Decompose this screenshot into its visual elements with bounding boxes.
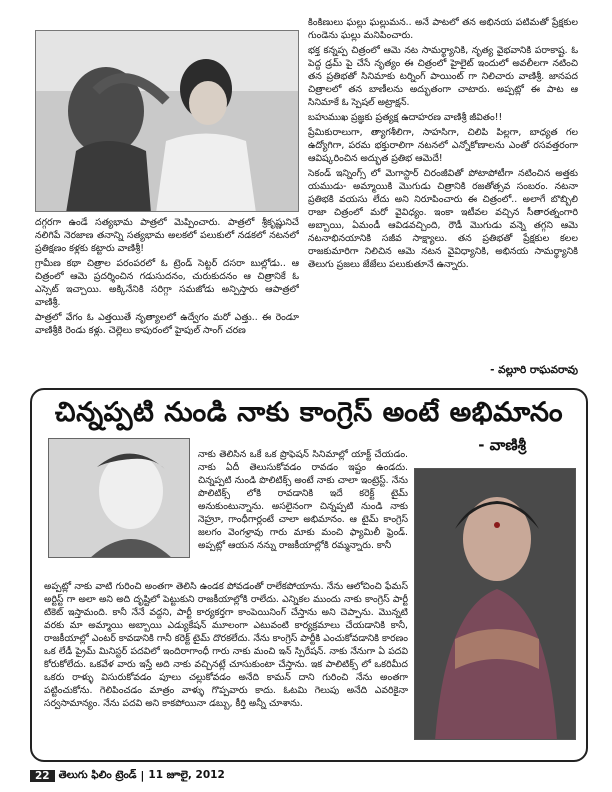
- interview-headline: చిన్నప్పటి నుండి నాకు కాంగ్రెస్ అంటే అభిమానం: [54, 397, 564, 428]
- publication-name: తెలుగు ఫిలిం ట్రెండ్: [58, 768, 137, 781]
- interview-text-lower: [44, 580, 408, 758]
- paragraph: అప్పట్లో నాకు వాటి గురించి అంతగా తెలిసి ఉండక పోవడంతో రాలేకపోయాను. నేను ఆలోచించి ఫేమస్ అర్టిస్ట్ గా అలా అని అది దృష్టిలో పెట్టుకుని రాజకీయాల్లోకి రాలేదు. ఎన్నికల ముందు నాకు కాంగ్రెస్ పార్టీ టికెట్ ఇస్తామంది. కానీ నేనే వద్దని, పార్టీ కార్యకర్తగా కాంపెయినింగ్ చేస్తాను అని చెప్పాను. మొన్నటి వరకు మా అమ్మాయి అబ్బాయి ఎడ్యుకేషన్ మూలంగా ఎటువంటి కార్యక్రమాలు చేయడానికి కానీ, రాజకీయాల్లో ఎంటర్ కావడానికి గానీ కరెక్ట్ టైమ్ దొరకలేదు. నేను కాంగ్రెస్ పార్టీకి ఎంచుకోవడానికి కారణం ఒక లేడీ ప్రైమ్ మినిస్టర్ పదవిలో ఇందిరాగాంధీ గారు నాకు మంచి ఇన్ స్పిరేషన్. నాకు నేనుగా ఏ పదవి కోరుకోలేదు. ఒకవేళ వారు ఇస్తే అది నాకు వచ్చినట్లే చూసుకుంటా చేస్తాను. ఇక పాలిటిక్స్ లో ఒకరిమీద ఒకరు రాళ్ళు విసురుకోవడం పూలు చల్లుకోవడం అనేది కామన్ దాని గురించి నేను అంతగా పట్టించుకోను. గెలిపించడం మాత్రం వాళ్ళు గొప్పవారు కాదు. ఓటమి గెలుపు అనేది ఎవరికైనా సర్వసామాన్యం. నేను పదవి అని కాకపోయినా డబ్బు, కీర్తి అన్నీ చూశాను.: [44, 581, 408, 709]
- paragraph: గ్రామీణ కథా చిత్రాల పరంపరలో ఓ ట్రెండ్ సెట్టర్ దసరా బుల్లోడు.. ఆ చిత్రంలో ఆమె ప్రదర్శించిన గడుసుదనం, చురుకుదనం ఆ చిత్రానికే ఓ ఎస్సెట్ ఇచ్చాయి. అక్కినేనికి సరిగ్గా సమజోడు అన్పిస్తారు ఆపాత్రలో వాణిశ్రీ.: [35, 258, 299, 308]
- vanisri-photo: [414, 468, 576, 740]
- paragraph: పాత్రలో వేగం ఓ ఎత్తయితే నృత్యాలలో ఉద్వేగం మరో ఎత్తు.. ఈ రెండూ వాణిశ్రీకి రెండు కళ్లు. చెల్లెలు కాపురంలో హైపుల్ సాంగ్ చరణ: [35, 312, 299, 336]
- issue-date: 11 జూలై, 2012: [148, 768, 225, 781]
- indira-gandhi-photo: [48, 438, 190, 558]
- interview-text-upper: [198, 448, 408, 580]
- paragraph: కింకిణులు ఘల్లు ఘల్లుమన.. అనే పాటలో తన అభినయ పటిమతో ప్రేక్షకుల గుండెను ఘల్లు మనిపించారు.: [308, 17, 578, 41]
- top-article-left-column: [35, 216, 299, 368]
- paragraph: ప్రేమికురాలుగా, త్యాగశీలిగా, సాహసిగా, చిలిపి పిల్లగా, బాధ్యత గల ఉద్యోగిగా, పరమ భక్తురాలిగా నటనలో ఎన్నోకోణాలను ఎంతో రసవత్తరంగా ఆవిష్కరించిన అద్భుత ప్రతిభ ఆమెదే!: [308, 127, 578, 164]
- page-footer: [30, 768, 225, 784]
- page-number: 22: [30, 770, 55, 782]
- top-article-byline: - వల్లూరి రాఘవరావు: [490, 364, 578, 376]
- film-still-photo: [35, 30, 299, 212]
- paragraph: భక్త కన్నప్ప చిత్రంలో ఆమె నట సామర్థ్యానికి, నృత్య వైభవానికి పరాకాష్ట. ఓ పెద్ద డ్రమ్ పై చేసే నృత్యం ఈ చిత్రంలో హైలైట్ ఇందులో అవలీలగా నటించి తన ప్రతిభతో సినిమాకు టర్నింగ్ పాయింట్ గా నిలిచారు వాణిశ్రీ. జానపద చిత్రాలలో తన బాణీలను అద్భుతంగా చాటారు. అప్పట్లో ఈ పాట ఆ సినిమాకే ఓ స్పెషల్ అట్రాక్షన్.: [308, 45, 578, 108]
- paragraph: బహుముఖ ప్రజ్ఞకు ప్రత్యక్ష ఉదాహరణ వాణిశ్రీ జీవితం!!: [308, 112, 503, 123]
- interview-byline: - వాణిశ్రీ: [478, 436, 526, 454]
- paragraph: నాకు తెలిసిన ఒకే ఒక ప్రొఫెషన్ సినిమాల్లో యాక్ట్ చేయడం. నాకు ఏదీ తెలుసుకోవడం రావడం ఇష్టం ఉండదు. చిన్నప్పటి నుండి పొలిటిక్స్ అంటే నాకు చాలా ఇంట్రెస్ట్. నేను పొలిటిక్స్ లోకి రావడానికి ఇదే కరెక్ట్ టైమ్ అనుకుంటున్నాను. అసలైనంగా చిన్నప్పటి నుండి నాకు నెహ్రూ, గాంధీగార్లంటే చాలా అభిమానం. ఆ టైమ్ కాంగ్రెస్ జలగం వెంగళ్రావు గారు మాకు మంచి ఫ్యామిలీ ఫ్రెండ్. అప్పట్లో ఆయన నన్ను రాజకీయాల్లోకి రమ్మన్నారు. కానీ: [198, 449, 408, 551]
- paragraph: దగ్గరగా ఉండే సత్యభామ పాత్రలో మెప్పించారు. పాత్రలో శ్రీకృష్ణునిచే నలిగిపే నెరజాణ తనాన్ని సత్యభామ అలకలో పలుకులో నడకలో నటనలో ప్రతిక్షణం కళ్లకు కట్టారు వాణిశ్రీ!: [35, 217, 299, 254]
- interview-box: [30, 388, 588, 762]
- paragraph: సెకండ్ ఇన్నింగ్స్ లో మెగాస్టార్ చిరంజీవితో పోటాపోటీగా నటించిన అత్తకు యముడు- అమ్మాయికి మొగుడు చిత్రానికి రజతోత్సవ సంబరం. నటనా ప్రతిభకి వయసు లేదు అని నిరూపించారు ఈ చిత్రంలో.. అలాగే బొబ్బిలి రాజా చిత్రంలో మరో వైవిధ్యం. ఇంకా ఇటీవల వచ్చిన సీతారత్నంగారి అబ్బాయి, ఏమండీ ఆవిడవచ్చింది, రౌడీ మొగుడు వన్నె తగ్గని ఆమె నటనాభినయానికి సజీవ సాక్ష్యాలు. తన ప్రతిభతో ప్రేక్షకుల కలల రాజకుమారిగా నిలిచిన ఆమె నటన వైవిధ్యానికి, అభినయ సామర్థ్యానికి తెలుగు ప్రజలు జేజేలు పలుకుతూనే ఉన్నారు.: [308, 168, 578, 270]
- top-article-right-column: [308, 16, 578, 364]
- footer-separator: |: [140, 770, 145, 782]
